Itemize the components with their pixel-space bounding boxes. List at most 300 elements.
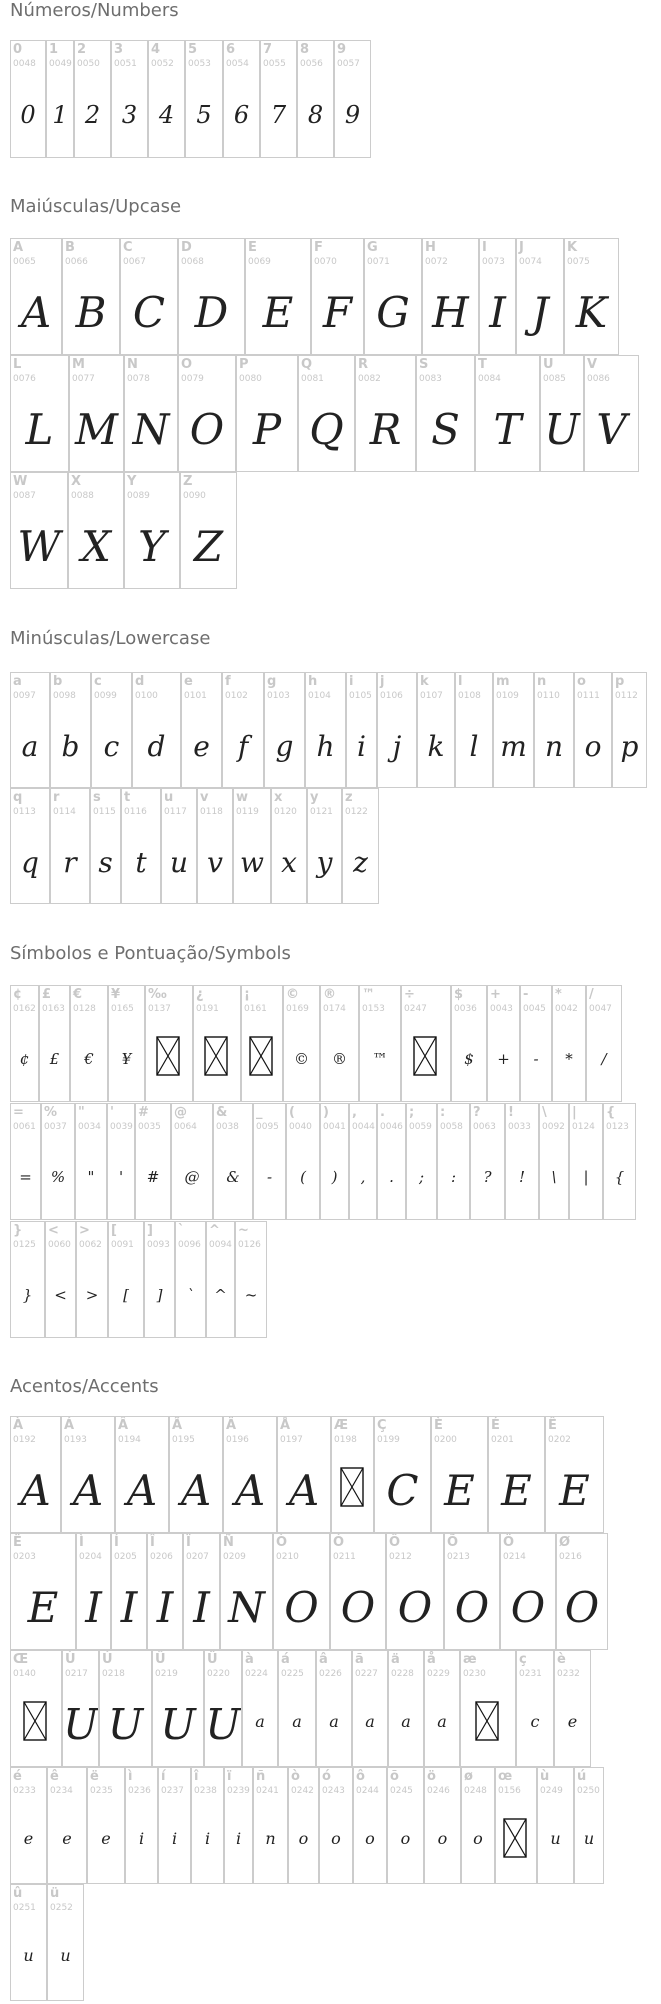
- glyph-cell: [431, 1416, 488, 1533]
- character-code: 0205: [114, 1552, 137, 1562]
- glyph-cell: [422, 238, 479, 355]
- glyph-cell: [185, 40, 223, 158]
- character-code: 0046: [380, 1122, 403, 1132]
- glyph-sample: F: [322, 288, 353, 337]
- glyph-cell: [10, 788, 50, 904]
- character-label: #: [138, 1105, 149, 1120]
- glyph-cell: [125, 1767, 158, 1884]
- character-label: à: [245, 1652, 254, 1667]
- character-code: 0228: [391, 1669, 414, 1679]
- character-code: 0116: [124, 807, 147, 817]
- glyph-sample: l: [469, 730, 479, 763]
- character-code: 0195: [172, 1435, 195, 1445]
- character-label: M: [72, 357, 85, 372]
- character-label: Y: [127, 474, 137, 489]
- glyph-sample: :: [450, 1168, 457, 1186]
- glyph-sample: V: [596, 405, 627, 454]
- glyph-cell: [331, 1416, 374, 1533]
- character-label: c: [94, 674, 102, 689]
- missing-glyph-icon: [204, 1036, 228, 1076]
- glyph-sample: A: [180, 1466, 212, 1515]
- character-code: 0250: [577, 1786, 600, 1796]
- character-label: ™: [362, 987, 375, 1002]
- character-label: ô: [356, 1769, 365, 1784]
- glyph-sample: ]: [156, 1286, 163, 1304]
- character-label: ö: [427, 1769, 436, 1784]
- glyph-cell: [311, 238, 364, 355]
- glyph-cell: [180, 472, 237, 589]
- glyph-cell: [574, 672, 612, 788]
- glyph-sample: m: [500, 730, 527, 763]
- character-code: 0057: [337, 59, 360, 69]
- character-label: k: [420, 674, 429, 689]
- character-code: 0080: [239, 374, 262, 384]
- glyph-cell: [253, 1767, 288, 1884]
- character-label: m: [496, 674, 510, 689]
- glyph-sample: `: [186, 1286, 195, 1304]
- character-code: 0169: [286, 1004, 309, 1014]
- glyph-sample: G: [376, 288, 410, 337]
- glyph-sample: O: [564, 1583, 600, 1632]
- glyph-cell: [516, 238, 564, 355]
- character-code: 0073: [482, 257, 505, 267]
- glyph-sample: o: [331, 1829, 341, 1848]
- character-code: 0119: [236, 807, 259, 817]
- glyph-cell: [320, 985, 359, 1102]
- glyph-sample: #: [146, 1168, 160, 1186]
- glyph-cell: [76, 1221, 108, 1338]
- character-label: ;: [409, 1105, 415, 1120]
- character-code: 0192: [13, 1435, 36, 1445]
- character-label: b: [53, 674, 63, 689]
- character-label: {: [606, 1105, 616, 1120]
- glyph-cell: [603, 1103, 636, 1220]
- glyph-cell: [175, 1221, 206, 1338]
- character-code: 0110: [537, 691, 560, 701]
- character-code: 0232: [557, 1669, 580, 1679]
- character-code: 0044: [352, 1122, 375, 1132]
- glyph-sample: 8: [307, 101, 324, 129]
- glyph-cell: [242, 1650, 278, 1767]
- character-label: 8: [300, 42, 310, 57]
- glyph-cell: [121, 788, 161, 904]
- glyph-cell: [286, 1103, 320, 1220]
- character-label: [: [111, 1223, 117, 1238]
- character-label: î: [194, 1769, 199, 1784]
- glyph-sample: C: [132, 288, 166, 337]
- glyph-cell: [206, 1221, 235, 1338]
- glyph-cell: [197, 788, 233, 904]
- character-code: 0246: [427, 1786, 450, 1796]
- character-code: 0040: [289, 1122, 312, 1132]
- glyph-cell: [417, 672, 455, 788]
- glyph-cell: [213, 1103, 253, 1220]
- glyph-sample: +: [497, 1050, 510, 1068]
- character-label: ®: [323, 987, 336, 1002]
- character-code: 0125: [13, 1240, 36, 1250]
- character-code: 0153: [362, 1004, 385, 1014]
- character-code: 0074: [519, 257, 542, 267]
- glyph-sample: !: [518, 1168, 526, 1186]
- character-label: 4: [151, 42, 161, 57]
- character-label: å: [427, 1652, 436, 1667]
- missing-glyph-icon: [23, 1701, 47, 1741]
- glyph-sample: ": [87, 1168, 95, 1186]
- glyph-cell: [359, 985, 401, 1102]
- glyph-sample: e: [567, 1712, 578, 1731]
- character-label: %: [44, 1105, 58, 1120]
- character-code: 0063: [473, 1122, 496, 1132]
- glyph-sample: A: [234, 1466, 266, 1515]
- character-code: 0241: [256, 1786, 279, 1796]
- glyph-cell: [437, 1103, 470, 1220]
- glyph-cell: [135, 1103, 171, 1220]
- character-label: <: [48, 1223, 59, 1238]
- glyph-sample: ?: [483, 1168, 492, 1186]
- character-label: ‰: [148, 987, 167, 1002]
- glyph-sample: f: [237, 730, 249, 763]
- glyph-cell: [330, 1533, 386, 1650]
- glyph-sample: E: [444, 1466, 475, 1515]
- character-label: _: [256, 1105, 263, 1120]
- character-label: Ô: [389, 1535, 401, 1550]
- glyph-cell: [76, 1533, 111, 1650]
- glyph-cell: [39, 985, 70, 1102]
- glyph-sample: a: [255, 1712, 265, 1731]
- glyph-cell: [444, 1533, 500, 1650]
- character-label: â: [319, 1652, 328, 1667]
- glyph-cell: [264, 672, 305, 788]
- character-label: ë: [90, 1769, 99, 1784]
- glyph-cell: [41, 1103, 75, 1220]
- glyph-cell: [495, 1767, 537, 1884]
- glyph-cell: [10, 472, 68, 589]
- glyph-sample: a: [21, 730, 39, 763]
- glyph-cell: [307, 788, 342, 904]
- character-label: Ù: [65, 1652, 76, 1667]
- glyph-sample: a: [401, 1712, 411, 1731]
- character-label: Ó: [333, 1535, 345, 1550]
- glyph-sample: J: [531, 288, 549, 337]
- character-label: Â: [118, 1418, 129, 1433]
- character-label: Ü: [207, 1652, 218, 1667]
- glyph-cell: [169, 1416, 223, 1533]
- glyph-cell: [10, 1416, 61, 1533]
- character-code: 0113: [13, 807, 36, 817]
- glyph-cell: [241, 985, 283, 1102]
- character-code: 0112: [615, 691, 638, 701]
- character-code: 0235: [90, 1786, 113, 1796]
- character-code: 0203: [13, 1552, 36, 1562]
- glyph-cell: [223, 40, 260, 158]
- glyph-cell: [556, 1533, 608, 1650]
- character-code: 0231: [519, 1669, 542, 1679]
- character-code: 0245: [390, 1786, 413, 1796]
- character-label: ø: [464, 1769, 473, 1784]
- character-label: y: [310, 790, 319, 805]
- character-code: 0061: [13, 1122, 36, 1132]
- character-label: L: [13, 357, 22, 372]
- glyph-cell: [388, 1650, 424, 1767]
- character-code: 0055: [263, 59, 286, 69]
- character-code: 0033: [508, 1122, 531, 1132]
- glyph-cell: [204, 1650, 242, 1767]
- glyph-cell: [297, 40, 334, 158]
- glyph-cell: [161, 788, 197, 904]
- missing-glyph-icon: [503, 1818, 527, 1858]
- glyph-cell: [193, 985, 241, 1102]
- character-label: ä: [391, 1652, 400, 1667]
- glyph-cell: [569, 1103, 603, 1220]
- glyph-sample: q: [21, 846, 39, 879]
- glyph-sample: ^: [214, 1286, 227, 1304]
- character-code: 0051: [114, 59, 137, 69]
- character-label: |: [572, 1105, 577, 1120]
- character-code: 0201: [491, 1435, 514, 1445]
- glyph-cell: [500, 1533, 556, 1650]
- character-code: 0035: [138, 1122, 161, 1132]
- character-label: 1: [49, 42, 59, 57]
- character-code: 0075: [567, 257, 590, 267]
- glyph-sample: r: [63, 846, 77, 879]
- character-label: ': [110, 1105, 114, 1120]
- character-code: 0058: [440, 1122, 463, 1132]
- character-code: 0102: [225, 691, 248, 701]
- glyph-cell: [47, 1767, 87, 1884]
- character-code: 0196: [226, 1435, 249, 1445]
- glyph-sample: N: [132, 405, 170, 454]
- character-label: ì: [128, 1769, 133, 1784]
- character-label: Ö: [503, 1535, 515, 1550]
- glyph-cell: [298, 355, 355, 472]
- character-code: 0081: [301, 374, 324, 384]
- glyph-cell: [10, 1767, 47, 1884]
- glyph-sample: (: [300, 1168, 306, 1186]
- character-code: 0126: [238, 1240, 261, 1250]
- glyph-sample: {: [614, 1168, 625, 1186]
- glyph-cell: [374, 1416, 431, 1533]
- section-lowercase: [0, 628, 661, 904]
- character-label: C: [123, 240, 133, 255]
- character-code: 0111: [577, 691, 600, 701]
- glyph-cell: [120, 238, 178, 355]
- glyph-cell: [355, 355, 416, 472]
- glyph-sample: &: [226, 1168, 240, 1186]
- character-code: 0140: [13, 1669, 36, 1679]
- character-code: 0197: [280, 1435, 303, 1445]
- character-label: D: [181, 240, 192, 255]
- character-code: 0042: [555, 1004, 578, 1014]
- glyph-cell: [87, 1767, 125, 1884]
- character-label: F: [314, 240, 323, 255]
- character-label: s: [93, 790, 101, 805]
- glyph-cell: [493, 672, 534, 788]
- character-label: ): [323, 1105, 329, 1120]
- glyph-sample: $: [464, 1050, 474, 1068]
- glyph-sample: ': [118, 1168, 124, 1186]
- glyph-cell: [277, 1416, 331, 1533]
- glyph-sample: %: [50, 1168, 66, 1186]
- glyph-cell: [245, 238, 311, 355]
- glyph-sample: P: [252, 405, 282, 454]
- glyph-sample: a: [365, 1712, 375, 1731]
- glyph-sample: O: [510, 1583, 546, 1632]
- glyph-sample: w: [240, 846, 264, 879]
- character-label: E: [248, 240, 257, 255]
- character-label: `: [178, 1223, 185, 1238]
- character-label: Ñ: [223, 1535, 234, 1550]
- character-label: B: [65, 240, 75, 255]
- glyph-sample: D: [194, 288, 229, 337]
- character-label: :: [440, 1105, 446, 1120]
- glyph-sample: Y: [138, 522, 166, 571]
- character-code: 0207: [186, 1552, 209, 1562]
- glyph-sample: s: [98, 846, 113, 879]
- character-code: 0068: [181, 257, 204, 267]
- glyph-cell: [10, 1103, 41, 1220]
- character-code: 0239: [227, 1786, 250, 1796]
- glyph-sample: ): [331, 1168, 338, 1186]
- character-label: d: [135, 674, 145, 689]
- glyph-sample: X: [81, 522, 111, 571]
- glyph-sample: E: [262, 288, 294, 337]
- character-code: 0227: [355, 1669, 378, 1679]
- character-code: 0209: [223, 1552, 246, 1562]
- character-code: 0161: [244, 1004, 267, 1014]
- character-label: æ: [463, 1652, 477, 1667]
- character-code: 0251: [13, 1903, 36, 1913]
- glyph-cell: [124, 355, 178, 472]
- character-label: -: [523, 987, 529, 1002]
- glyph-cell: [10, 1533, 76, 1650]
- glyph-sample: ®: [332, 1050, 347, 1068]
- glyph-sample: j: [392, 730, 402, 763]
- glyph-sample: h: [316, 730, 335, 763]
- character-label: o: [577, 674, 586, 689]
- glyph-cell: [386, 1533, 444, 1650]
- glyph-cell: [554, 1650, 591, 1767]
- character-label: ^: [209, 1223, 220, 1238]
- glyph-cell: [377, 672, 417, 788]
- section-title: Símbolos e Pontuação/Symbols: [10, 943, 291, 964]
- glyph-sample: a: [329, 1712, 339, 1731]
- glyph-cell: [520, 985, 552, 1102]
- glyph-sample: ~: [244, 1286, 258, 1304]
- glyph-cell: [107, 1103, 135, 1220]
- character-code: 0123: [606, 1122, 629, 1132]
- glyph-sample: e: [101, 1829, 111, 1848]
- glyph-sample: U: [63, 1700, 99, 1749]
- glyph-cell: [586, 985, 622, 1102]
- glyph-cell: [152, 1650, 204, 1767]
- character-code: 0056: [300, 59, 323, 69]
- glyph-cell: [342, 788, 379, 904]
- glyph-cell: [223, 1416, 277, 1533]
- character-label: Œ: [13, 1652, 29, 1667]
- glyph-sample: i: [138, 1829, 145, 1848]
- glyph-sample: =: [19, 1168, 32, 1186]
- character-code: 0193: [64, 1435, 87, 1445]
- character-code: 0107: [420, 691, 443, 701]
- glyph-sample: z: [353, 846, 368, 879]
- character-label: Ú: [102, 1652, 113, 1667]
- character-label: T: [478, 357, 487, 372]
- character-code: 0062: [79, 1240, 102, 1250]
- character-code: 0082: [358, 374, 381, 384]
- glyph-sample: A: [20, 1466, 51, 1515]
- character-code: 0041: [323, 1122, 346, 1132]
- character-code: 0194: [118, 1435, 141, 1445]
- glyph-sample: \: [551, 1168, 557, 1186]
- character-code: 0206: [150, 1552, 173, 1562]
- character-code: 0156: [498, 1786, 521, 1796]
- character-label: ê: [50, 1769, 59, 1784]
- glyph-sample: [: [123, 1286, 129, 1304]
- character-code: 0214: [503, 1552, 526, 1562]
- glyph-sample: N: [228, 1583, 265, 1632]
- character-code: 0100: [135, 691, 158, 701]
- character-code: 0174: [323, 1004, 346, 1014]
- character-label: 7: [263, 42, 273, 57]
- glyph-cell: [124, 472, 180, 589]
- glyph-sample: M: [74, 405, 118, 454]
- glyph-cell: [68, 472, 124, 589]
- glyph-sample: C: [386, 1466, 419, 1515]
- glyph-sample: 2: [84, 101, 101, 129]
- glyph-cell: [10, 355, 69, 472]
- section-title: Minúsculas/Lowercase: [10, 628, 211, 649]
- glyph-cell: [233, 788, 271, 904]
- character-code: 0094: [209, 1240, 232, 1250]
- character-label: É: [491, 1418, 500, 1433]
- glyph-cell: [62, 1650, 99, 1767]
- character-label: Ø: [559, 1535, 571, 1550]
- glyph-cell: [424, 1650, 460, 1767]
- glyph-cell: [158, 1767, 191, 1884]
- glyph-sample: d: [147, 730, 166, 763]
- glyph-cell: [171, 1103, 213, 1220]
- glyph-cell: [132, 672, 181, 788]
- character-label: 0: [13, 42, 23, 57]
- character-label: 3: [114, 42, 124, 57]
- character-code: 0091: [111, 1240, 134, 1250]
- character-code: 0198: [334, 1435, 357, 1445]
- character-code: 0045: [523, 1004, 546, 1014]
- glyph-sample: u: [169, 846, 189, 879]
- glyph-sample: 0: [20, 101, 36, 129]
- glyph-sample: I: [193, 1583, 210, 1632]
- character-code: 0216: [559, 1552, 582, 1562]
- character-label: ~: [238, 1223, 249, 1238]
- glyph-cell: [148, 40, 185, 158]
- character-label: e: [184, 674, 193, 689]
- character-code: 0037: [44, 1122, 67, 1132]
- character-code: 0104: [308, 691, 331, 701]
- character-label: +: [490, 987, 501, 1002]
- character-label: Ç: [377, 1418, 387, 1433]
- missing-glyph-icon: [156, 1036, 180, 1076]
- character-label: ÷: [404, 987, 415, 1002]
- character-label: g: [267, 674, 277, 689]
- glyph-cell: [584, 355, 639, 472]
- character-code: 0084: [478, 374, 501, 384]
- glyph-cell: [455, 672, 493, 788]
- character-code: 0034: [78, 1122, 101, 1132]
- character-label: 6: [226, 42, 236, 57]
- section-title: Maiúsculas/Upcase: [10, 196, 182, 217]
- glyph-cell: [61, 1416, 115, 1533]
- glyph-sample: O: [340, 1583, 376, 1632]
